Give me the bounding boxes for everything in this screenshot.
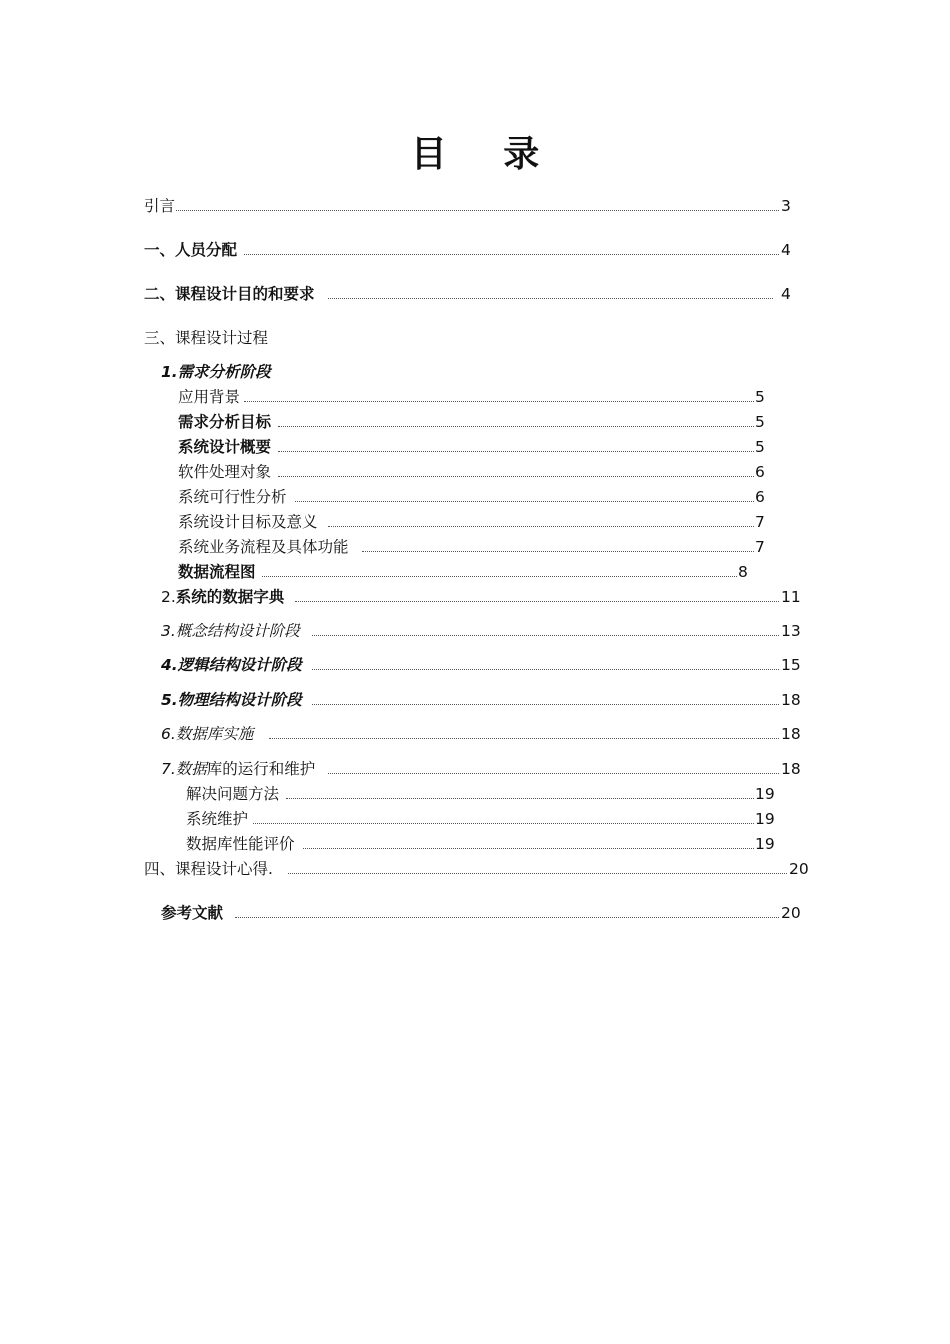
toc-entry-s1-item[interactable] (178, 411, 778, 433)
toc-entry-s1-item[interactable] (178, 436, 778, 458)
toc-page-number: 6 (755, 488, 765, 506)
toc-entry-label: 引言 (144, 197, 176, 215)
toc-entry-label: 解决问题方法 (186, 785, 280, 803)
dot-leader (288, 873, 787, 874)
dot-leader (312, 704, 779, 705)
toc-page-number: 19 (755, 810, 775, 828)
toc-entry-label: 系统可行性分析 (178, 488, 287, 506)
toc-entry-title: 系统的数据字典 (175, 588, 285, 606)
toc-entry-number: 2. (161, 588, 176, 606)
toc-title: 目 录 (410, 134, 562, 175)
toc-entry-label: 数据流程图 (178, 563, 256, 581)
toc-entry-s7-item[interactable] (186, 783, 786, 805)
dot-leader (295, 501, 754, 502)
toc-page-number: 19 (755, 785, 775, 803)
toc-page-number: 19 (755, 835, 775, 853)
toc-entry-label: 6.数据库实施 (161, 725, 254, 743)
toc-entry-label: 软件处理对象 (178, 463, 272, 481)
toc-page-number: 7 (755, 513, 765, 531)
dot-leader (303, 848, 754, 849)
toc-entry-label (161, 586, 284, 608)
toc-page-number: 5 (755, 438, 765, 456)
toc-entry-s1[interactable]: 1.需求分析阶段 (161, 363, 271, 381)
toc-page-number: 3 (781, 197, 791, 215)
toc-entry-staff[interactable] (144, 239, 804, 261)
dot-leader (278, 426, 754, 427)
toc-entry-intro[interactable] (144, 195, 804, 217)
toc-entry-label (161, 758, 315, 780)
toc-page-number: 18 (781, 691, 801, 709)
toc-page-number: 20 (789, 860, 809, 878)
toc-entry-label: 系统业务流程及具体功能 (178, 538, 349, 556)
toc-page-number: 15 (781, 656, 801, 674)
dot-leader (244, 401, 754, 402)
toc-entry-label: 二、课程设计目的和要求 (144, 285, 315, 303)
toc-page-number: 5 (755, 388, 765, 406)
dot-leader (278, 476, 754, 477)
dot-leader (262, 576, 737, 577)
toc-entry-label: 一、人员分配 (144, 241, 238, 259)
toc-entry-s1-item[interactable] (178, 486, 778, 508)
toc-entry-s7-item[interactable] (186, 833, 786, 855)
dot-leader (269, 738, 779, 739)
toc-page-number: 7 (755, 538, 765, 556)
toc-entry-label: 系统设计目标及意义 (178, 513, 318, 531)
toc-entry-label: 需求分析目标 (178, 413, 272, 431)
toc-page-number: 18 (781, 725, 801, 743)
dot-leader (176, 210, 779, 211)
toc-entry-label: 四、课程设计心得. (144, 860, 273, 878)
toc-entry-label: 3.概念结构设计阶段 (161, 622, 300, 640)
toc-entry-process[interactable]: 三、课程设计过程 (144, 329, 269, 347)
dot-leader (362, 551, 754, 552)
toc-entry-label: 参考文献 (161, 904, 224, 922)
toc-page-number: 18 (781, 760, 801, 778)
toc-entry-s1-item[interactable] (178, 386, 778, 408)
dot-leader (235, 917, 779, 918)
dot-leader (286, 798, 754, 799)
toc-entry-goals[interactable] (144, 283, 804, 305)
toc-entry-label: 4.逻辑结构设计阶段 (161, 656, 302, 674)
toc-page-number: 6 (755, 463, 765, 481)
toc-entry-label: 系统设计概要 (178, 438, 272, 456)
toc-entry-s1-item[interactable] (178, 511, 778, 533)
dot-leader (253, 823, 754, 824)
toc-page-number: 4 (781, 285, 791, 303)
toc-page-number: 20 (781, 904, 801, 922)
dot-leader (312, 635, 779, 636)
toc-entry-s1-item[interactable] (178, 561, 778, 583)
toc-entry-label: 数据库性能评价 (186, 835, 295, 853)
dot-leader (278, 451, 754, 452)
dot-leader (328, 298, 773, 299)
toc-entry-s7-item[interactable] (186, 808, 786, 830)
toc-entry-s1-item[interactable] (178, 536, 778, 558)
toc-entry-s7[interactable] (161, 758, 821, 780)
toc-page-number: 5 (755, 413, 765, 431)
toc-entry-s2[interactable] (161, 586, 821, 608)
toc-entry-reflection[interactable] (144, 858, 824, 880)
toc-page-number: 13 (781, 622, 801, 640)
dot-leader (312, 669, 779, 670)
dot-leader (328, 526, 754, 527)
toc-entry-label-rest: 库的运行和维护 (206, 760, 316, 778)
dot-leader (328, 773, 779, 774)
toc-page-number: 11 (781, 588, 801, 606)
toc-entry-s6[interactable] (161, 723, 821, 745)
toc-entry-s4[interactable] (161, 654, 821, 676)
toc-page-number: 8 (738, 563, 748, 581)
toc-page-number: 4 (781, 241, 791, 259)
dot-leader (295, 601, 779, 602)
toc-entry-label: 系统维护 (186, 810, 249, 828)
toc-entry-label-italic: 7.数据 (161, 760, 207, 778)
toc-entry-references[interactable] (161, 902, 821, 924)
toc-entry-s5[interactable] (161, 689, 821, 711)
toc-entry-label: 应用背景 (178, 388, 241, 406)
dot-leader (244, 254, 779, 255)
toc-entry-s1-item[interactable] (178, 461, 778, 483)
toc-entry-label: 5.物理结构设计阶段 (161, 691, 302, 709)
toc-entry-s3[interactable] (161, 620, 821, 642)
